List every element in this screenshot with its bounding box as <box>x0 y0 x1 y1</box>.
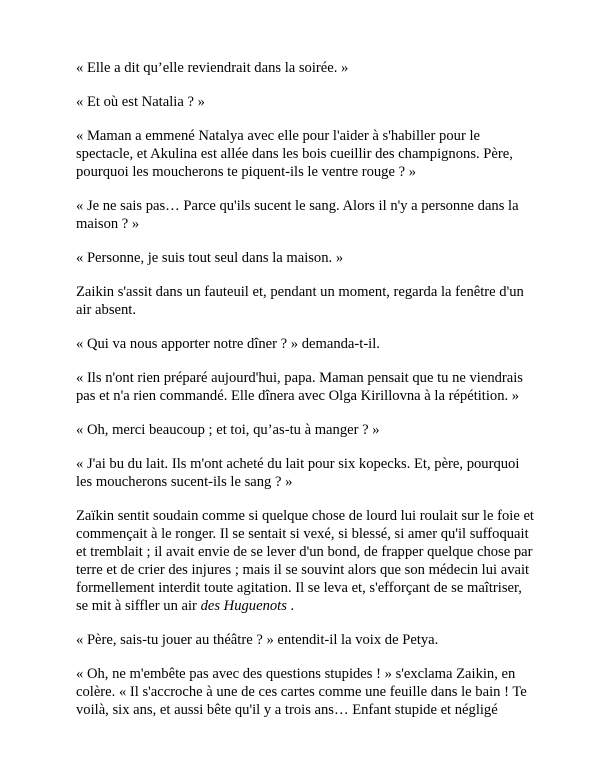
paragraph-1: « Elle a dit qu’elle reviendrait dans la soirée. » <box>76 60 349 76</box>
paragraph-11 <box>76 507 536 615</box>
paragraph-4: « Je ne sais pas… Parce qu'ils sucent le sang. Alors il n'y a personne dans la maison ? » <box>76 198 519 232</box>
paragraph-5: « Personne, je suis tout seul dans la maison. » <box>76 250 344 266</box>
paragraph-3: « Maman a emmené Natalya avec elle pour l'aider à s'habiller pour le spectacle, et Akulina est allée dans les bois cueillir des champignons. Père, pourquoi les moucherons te piquent-ils le ventre rouge ? » <box>76 128 513 180</box>
paragraph-8: « Ils n'ont rien préparé aujourd'hui, papa. Maman pensait que tu ne viendrais pas et n'a rien commandé. Elle dînera avec Olga Kirillovna à la répétition. » <box>76 370 523 404</box>
paragraph-6: Zaikin s'assit dans un fauteuil et, pendant un moment, regarda la fenêtre d'un air absent. <box>76 284 524 318</box>
opera-title: des Huguenots <box>200 598 287 614</box>
paragraph-7: « Qui va nous apporter notre dîner ? » demanda-t-il. <box>76 336 380 352</box>
paragraph-11-text: Zaïkin sentit soudain comme si quelque chose de lourd lui roulait sur le foie et commençait à le ronger. Il se sentait si vexé, si blessé, si amer qu'il suffoquait et tremblait ; il avait envie de se lever d'un bond, de frapper quelque chose par terre et de crier des injures ; mais il se souvint alors que son médecin lui avait formellement interdit toute agitation. Il se leva et, s'efforçant de se maîtriser, se mit à siffler un air <box>76 508 534 614</box>
paragraph-13: « Oh, ne m'embête pas avec des questions stupides ! » s'exclama Zaikin, en colère. « Il s'accroche à une de ces cartes comme une feuille dans le bain ! Te voilà, six ans, et aussi bête qu'il y a trois ans… Enfant stupide et négligé <box>76 666 527 718</box>
paragraph-12: « Père, sais-tu jouer au théâtre ? » entendit-il la voix de Petya. <box>76 632 439 648</box>
paragraph-9: « Oh, merci beaucoup ; et toi, qu’as-tu à manger ? » <box>76 422 380 438</box>
document-page <box>76 59 536 735</box>
paragraph-10: « J'ai bu du lait. Ils m'ont acheté du lait pour six kopecks. Et, père, pourquoi les moucherons sucent-ils le sang ? » <box>76 456 520 490</box>
paragraph-11-end: . <box>286 598 295 614</box>
paragraph-2: « Et où est Natalia ? » <box>76 94 205 110</box>
